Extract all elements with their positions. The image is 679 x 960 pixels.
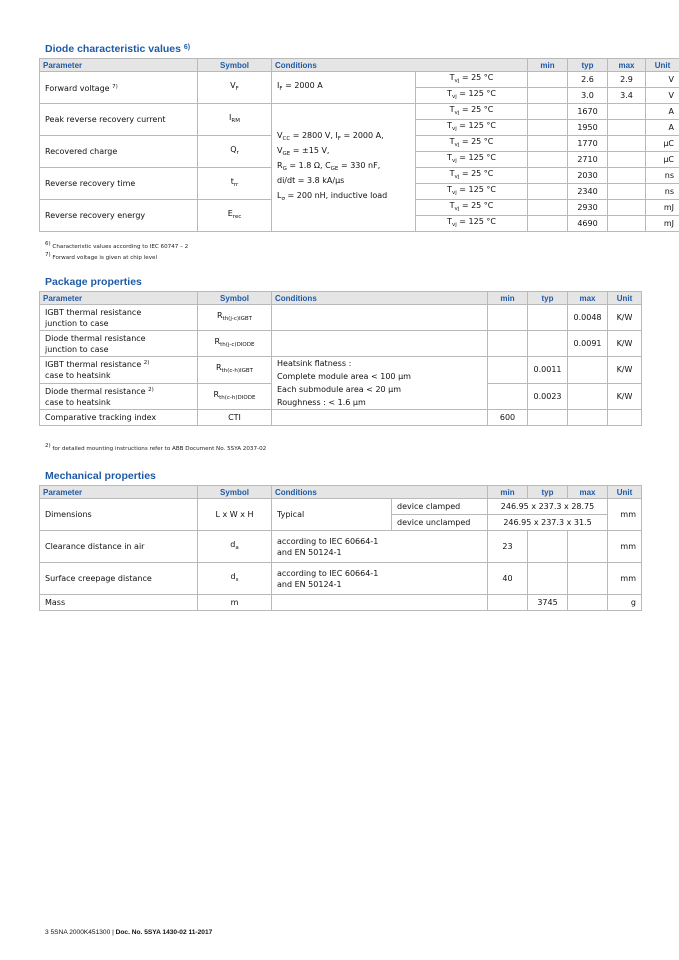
- value-min: [528, 104, 568, 120]
- package-param: IGBT thermal resistance $^{2)}$ case to heatsink: [40, 357, 198, 384]
- package-section-title: Package properties: [45, 276, 142, 288]
- temperature-condition: $T_{vj} = 125$ °C: [416, 152, 528, 168]
- cti-symbol: CTI: [198, 410, 272, 426]
- temperature-condition: $T_{vj} = 25$ °C: [416, 168, 528, 184]
- table-row: [40, 563, 642, 595]
- value-typ: 4690: [568, 216, 608, 232]
- value-max: [608, 152, 646, 168]
- package-properties-table: [39, 291, 642, 426]
- heatsink-conditions: [272, 357, 488, 410]
- diode-param: Peak reverse recovery current: [40, 104, 198, 136]
- dimensions-unit: mm: [608, 499, 642, 531]
- cti-max: [568, 410, 608, 426]
- clearance-symbol: $d_a$: [198, 531, 272, 563]
- value-min: [528, 136, 568, 152]
- header-min: min: [488, 486, 528, 499]
- value-min: [528, 120, 568, 136]
- clearance-condition: according to IEC 60664-1 and EN 50124-1: [272, 531, 488, 563]
- value-max: 0.0091: [568, 331, 608, 357]
- value-typ: [528, 305, 568, 331]
- footnote-6: $^{6)}$ Characteristic values according to IEC 60747 – 2: [45, 241, 189, 250]
- value-max: [568, 357, 608, 384]
- condition-line: di/dt = 3.8 kA/µs: [277, 176, 345, 185]
- package-param: Diode thermal resistance $^{2)}$ case to heatsink: [40, 383, 198, 410]
- temperature-condition: $T_{vj} = 125$ °C: [416, 184, 528, 200]
- switching-conditions: [272, 104, 416, 232]
- header-conditions: Conditions: [272, 292, 488, 305]
- creepage-min: 40: [488, 563, 528, 595]
- mass-param: Mass: [40, 595, 198, 611]
- clearance-unit: mm: [608, 531, 642, 563]
- cti-unit: [608, 410, 642, 426]
- table-row: [40, 72, 679, 88]
- temperature-condition: $T_{vj} = 125$ °C: [416, 216, 528, 232]
- temperature-condition: $T_{vj} = 25$ °C: [416, 104, 528, 120]
- header-unit: Unit: [608, 292, 642, 305]
- value-typ: 2340: [568, 184, 608, 200]
- value-max: [608, 136, 646, 152]
- condition-line: $V_{CC} = 2800$ V, $I_F = 2000$ A,: [277, 131, 384, 142]
- header-typ: typ: [528, 292, 568, 305]
- diode-param: Reverse recovery time: [40, 168, 198, 200]
- diode-footnotes: [45, 241, 188, 262]
- table-header-row: [40, 292, 642, 305]
- creepage-condition: according to IEC 60664-1 and EN 50124-1: [272, 563, 488, 595]
- dimensions-symbol: L x W x H: [198, 499, 272, 531]
- cti-typ: [528, 410, 568, 426]
- value-typ: 1950: [568, 120, 608, 136]
- diode-param: Recovered charge: [40, 136, 198, 168]
- table-row: [40, 499, 642, 515]
- forward-voltage-param: Forward voltage $^{7)}$: [40, 72, 198, 104]
- value-max: 3.4: [608, 88, 646, 104]
- value-typ: 2930: [568, 200, 608, 216]
- value-max: [568, 383, 608, 410]
- value-unit: µC: [646, 136, 679, 152]
- mass-max: [568, 595, 608, 611]
- device-unclamped-label: device unclamped: [392, 515, 488, 531]
- value-min: [528, 216, 568, 232]
- mass-min: [488, 595, 528, 611]
- package-symbol: $R_{th(j-c)IGBT}$: [198, 305, 272, 331]
- value-min: [488, 331, 528, 357]
- dimensions-condition: Typical: [272, 499, 392, 531]
- package-param: Diode thermal resistance junction to case: [40, 331, 198, 357]
- header-symbol: Symbol: [198, 486, 272, 499]
- mass-typ: 3745: [528, 595, 568, 611]
- cti-param: Comparative tracking index: [40, 410, 198, 426]
- table-row: [40, 410, 642, 426]
- condition-line: $R_G = 1.8$ Ω, $C_{GE} = 330$ nF,: [277, 161, 381, 172]
- value-unit: ns: [646, 168, 679, 184]
- package-condition: [272, 305, 488, 331]
- value-max: [608, 200, 646, 216]
- temperature-condition: $T_{vj} = 125$ °C: [416, 120, 528, 136]
- package-param: IGBT thermal resistance junction to case: [40, 305, 198, 331]
- clearance-param: Clearance distance in air: [40, 531, 198, 563]
- table-row: [40, 104, 679, 120]
- value-typ: [528, 331, 568, 357]
- value-min: [528, 72, 568, 88]
- condition-line: Heatsink flatness :: [277, 359, 352, 368]
- package-footnote: $^{2)}$ for detailed mounting instructions refer to ABB Document No. 5SYA 2037-02: [45, 443, 267, 452]
- value-typ: 3.0: [568, 88, 608, 104]
- header-symbol: Symbol: [198, 292, 272, 305]
- forward-voltage-symbol: $V_F$: [198, 72, 272, 104]
- condition-line: Complete module area < 100 µm: [277, 372, 411, 381]
- value-unit: A: [646, 104, 679, 120]
- device-unclamped-value: 246.95 x 237.3 x 31.5: [488, 515, 608, 531]
- dimensions-param: Dimensions: [40, 499, 198, 531]
- header-unit: Unit: [646, 59, 679, 72]
- value-unit: mJ: [646, 216, 679, 232]
- package-condition: [272, 331, 488, 357]
- header-conditions: Conditions: [272, 486, 488, 499]
- table-row: [40, 531, 642, 563]
- clearance-max: [568, 531, 608, 563]
- diode-symbol: $E_{rec}$: [198, 200, 272, 232]
- device-clamped-value: 246.95 x 237.3 x 28.75: [488, 499, 608, 515]
- header-min: min: [488, 292, 528, 305]
- value-max: [608, 120, 646, 136]
- table-header-row: [40, 59, 679, 72]
- diode-symbol: $t_{rr}$: [198, 168, 272, 200]
- condition-line: Roughness : < 1.6 µm: [277, 398, 366, 407]
- value-typ: 2.6: [568, 72, 608, 88]
- value-typ: 0.0023: [528, 383, 568, 410]
- clearance-min: 23: [488, 531, 528, 563]
- header-max: max: [568, 292, 608, 305]
- value-unit: K/W: [608, 383, 642, 410]
- temperature-condition: $T_{vj} = 25$ °C: [416, 72, 528, 88]
- footer-doc-number: Doc. No. 5SYA 1430-02 11-2017: [115, 929, 213, 936]
- value-max: 2.9: [608, 72, 646, 88]
- mechanical-properties-table: [39, 485, 642, 611]
- forward-voltage-condition: $I_F = 2000$ A: [272, 72, 416, 104]
- condition-line: $L_\sigma = 200$ nH, inductive load: [277, 191, 388, 202]
- package-symbol: $R_{th(c-h)IGBT}$: [198, 357, 272, 384]
- table-row: [40, 595, 642, 611]
- footnote-7: $^{7)}$ Forward voltage is given at chip level: [45, 251, 158, 261]
- header-conditions: Conditions: [272, 59, 528, 72]
- temperature-condition: $T_{vj} = 25$ °C: [416, 200, 528, 216]
- footer-page-ref: 3 5SNA 2000K451300 |: [45, 929, 116, 936]
- value-unit: K/W: [608, 305, 642, 331]
- header-typ: typ: [528, 486, 568, 499]
- value-min: [528, 184, 568, 200]
- value-typ: 0.0011: [528, 357, 568, 384]
- value-typ: 1770: [568, 136, 608, 152]
- value-min: [528, 168, 568, 184]
- header-max: max: [608, 59, 646, 72]
- device-clamped-label: device clamped: [392, 499, 488, 515]
- table-header-row: [40, 486, 642, 499]
- header-parameter: Parameter: [40, 59, 198, 72]
- header-parameter: Parameter: [40, 486, 198, 499]
- value-unit: ns: [646, 184, 679, 200]
- table-row: [40, 331, 642, 357]
- page-footer: [45, 929, 212, 936]
- diode-characteristics-table: [39, 58, 679, 232]
- header-symbol: Symbol: [198, 59, 272, 72]
- value-max: 0.0048: [568, 305, 608, 331]
- value-min: [488, 357, 528, 384]
- table-row: [40, 357, 642, 384]
- creepage-symbol: $d_s$: [198, 563, 272, 595]
- diode-title-footnote-ref: 6): [183, 44, 191, 51]
- mechanical-section-title: Mechanical properties: [45, 470, 156, 482]
- value-unit: mJ: [646, 200, 679, 216]
- mass-unit: g: [608, 595, 642, 611]
- creepage-unit: mm: [608, 563, 642, 595]
- header-typ: typ: [568, 59, 608, 72]
- value-min: [528, 200, 568, 216]
- mass-condition: [272, 595, 488, 611]
- creepage-typ: [528, 563, 568, 595]
- header-parameter: Parameter: [40, 292, 198, 305]
- value-unit: µC: [646, 152, 679, 168]
- value-min: [528, 152, 568, 168]
- value-min: [488, 383, 528, 410]
- value-unit: K/W: [608, 331, 642, 357]
- condition-line: $V_{GE} = \pm 15$ V,: [277, 146, 330, 157]
- value-max: [608, 168, 646, 184]
- value-typ: 2710: [568, 152, 608, 168]
- value-unit: A: [646, 120, 679, 136]
- package-symbol: $R_{th(j-c)DIODE}$: [198, 331, 272, 357]
- value-max: [608, 104, 646, 120]
- mass-symbol: m: [198, 595, 272, 611]
- value-min: [488, 305, 528, 331]
- temperature-condition: $T_{vj} = 125$ °C: [416, 88, 528, 104]
- diode-param: Reverse recovery energy: [40, 200, 198, 232]
- diode-symbol: $I_{RM}$: [198, 104, 272, 136]
- creepage-param: Surface creepage distance: [40, 563, 198, 595]
- value-min: [528, 88, 568, 104]
- diode-section-title: Diode characteristic values $^{6)}$: [45, 43, 191, 55]
- value-unit: V: [646, 88, 679, 104]
- diode-symbol: $Q_r$: [198, 136, 272, 168]
- package-symbol: $R_{th(c-h)DIODE}$: [198, 383, 272, 410]
- header-min: min: [528, 59, 568, 72]
- header-max: max: [568, 486, 608, 499]
- value-max: [608, 184, 646, 200]
- temperature-condition: $T_{vj} = 25$ °C: [416, 136, 528, 152]
- table-row: [40, 305, 642, 331]
- cti-condition: [272, 410, 488, 426]
- value-max: [608, 216, 646, 232]
- value-unit: V: [646, 72, 679, 88]
- header-unit: Unit: [608, 486, 642, 499]
- cti-min: 600: [488, 410, 528, 426]
- value-typ: 1670: [568, 104, 608, 120]
- creepage-max: [568, 563, 608, 595]
- value-typ: 2030: [568, 168, 608, 184]
- value-unit: K/W: [608, 357, 642, 384]
- clearance-typ: [528, 531, 568, 563]
- condition-line: Each submodule area < 20 µm: [277, 385, 402, 394]
